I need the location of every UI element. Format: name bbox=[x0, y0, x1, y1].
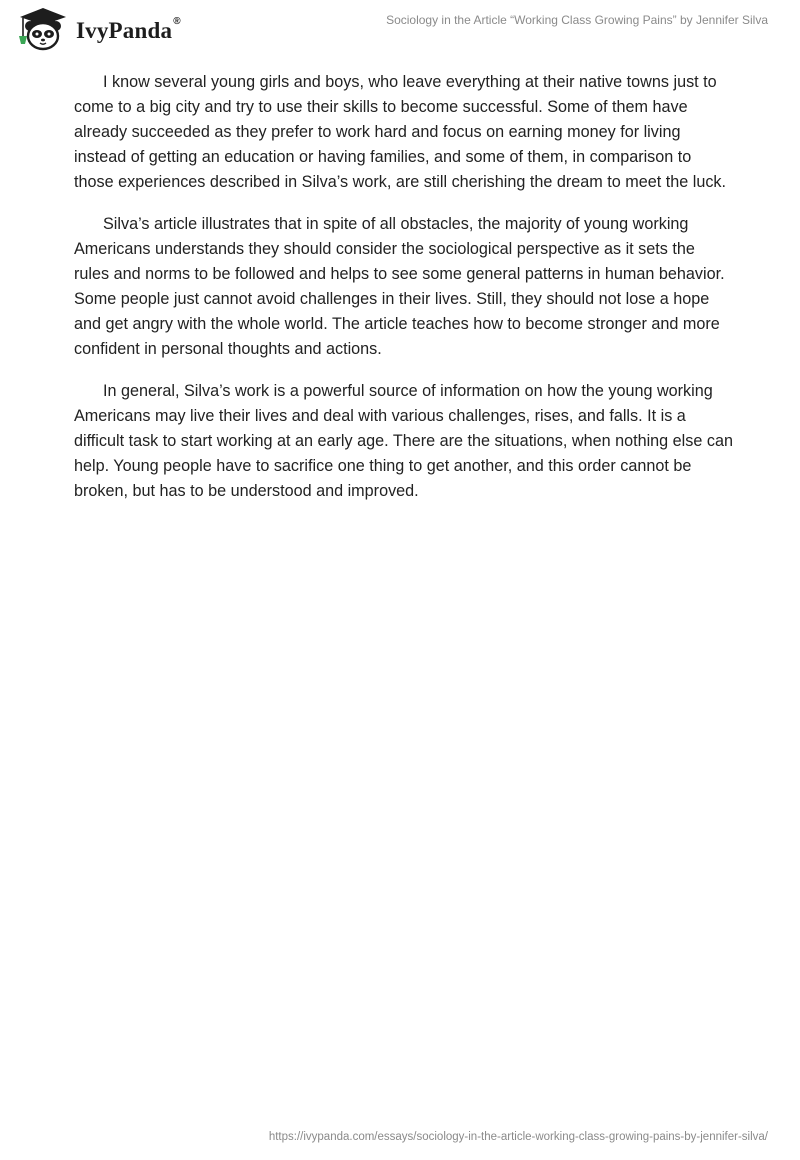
paragraph: In general, Silva’s work is a powerful source of information on how the young working Americans may live their lives and deal with various challenges, rises, and falls. It is a difficult task to start working at an early age. There are the situations, when nothing else can help. Young people have to sacrifice one thing to get another, and this order cannot be broken, but has to be understood and improved. bbox=[74, 382, 733, 500]
page-header bbox=[0, 0, 800, 60]
paragraph: I know several young girls and boys, who leave everything at their native towns just to come to a big city and try to use their skills to become successful. Some of them have already succeeded as they prefer to work hard and focus on earning money for living instead of getting an education or having families, and some of them, in comparison to those experiences described in Silva’s work, are still cherishing the dream to meet the luck. bbox=[74, 73, 727, 191]
panda-graduate-logo-icon bbox=[14, 6, 72, 52]
document-running-title: Sociology in the Article “Working Class Growing Pains” by Jennifer Silva bbox=[386, 13, 768, 27]
paragraph: Silva’s article illustrates that in spite of all obstacles, the majority of young working Americans understands they should consider the sociological perspective as it sets the rules and norms to be followed and helps to see some general patterns in human behavior. Some people just cannot avoid challenges in their lives. Still, they should not lose a hope and get angry with the whole world. The article teaches how to become stronger and more confident in personal thoughts and actions. bbox=[74, 215, 725, 358]
brand-logo[interactable] bbox=[14, 6, 181, 52]
source-url-link[interactable]: https://ivypanda.com/essays/sociology-in-the-article-working-class-growing-pains-by-jennifer-silva/ bbox=[268, 1131, 768, 1143]
essay-body bbox=[74, 70, 734, 521]
registered-mark: ® bbox=[173, 16, 181, 27]
brand-name: IvyPanda® bbox=[76, 16, 181, 43]
